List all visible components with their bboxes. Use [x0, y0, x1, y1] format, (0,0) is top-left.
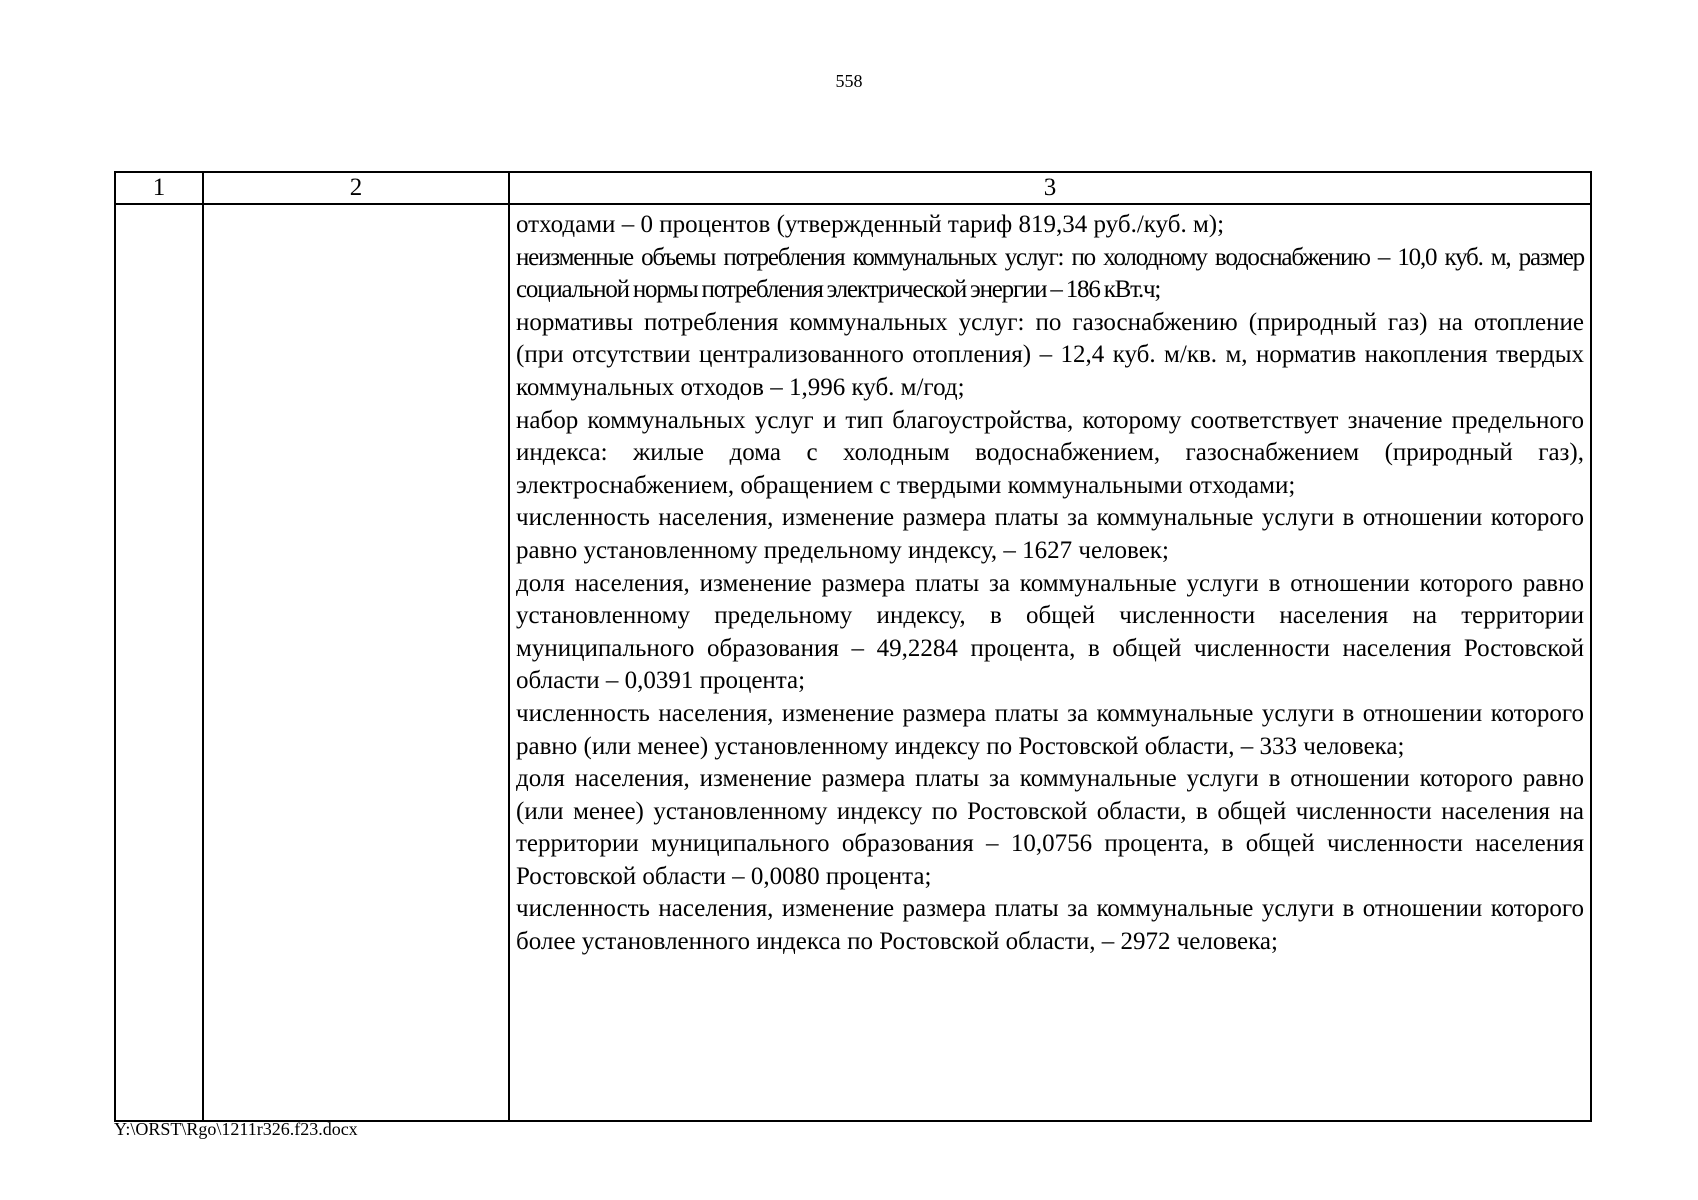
- paragraph-waste-tariff: отходами – 0 процентов (утвержденный тариф 819,34 руб./куб. м);: [516, 211, 1225, 238]
- cell-column-1: [115, 204, 203, 1121]
- paragraph-consumption-volumes: неизменные объемы потребления коммунальных услуг: по холодному водоснабжению – 10,0 куб. м, размер социальной нормы потребления электрической энергии – 186 кВт.ч;: [516, 243, 1584, 304]
- paragraph-population-equal-or-less: численность населения, изменение размера платы за коммунальные услуги в отношении которого равно (или менее) установленному индексу по Ростовской области, – 333 человека;: [516, 699, 1584, 760]
- column-header-1: 1: [115, 172, 203, 204]
- document-table: [114, 171, 1592, 1122]
- cell-column-2: [203, 204, 509, 1121]
- paragraph-population-above-index: численность населения, изменение размера платы за коммунальные услуги в отношении которого более установленного индекса по Ростовской области, – 2972 человека;: [516, 895, 1584, 956]
- table-row: [115, 204, 1591, 1121]
- paragraph-population-equal-limit: численность населения, изменение размера платы за коммунальные услуги в отношении которого равно установленному предельному индексу, – 1627 человек;: [516, 504, 1584, 564]
- column-header-3: 3: [509, 172, 1591, 204]
- paragraph-share-equal-limit: доля населения, изменение размера платы за коммунальные услуги в отношении которого равно установленному предельному индексу, в общей численности населения на территории муниципального образования – 49,2284 процента, в общей численности населения Ростовской области – 0,0391 процента;: [516, 569, 1584, 695]
- page-number: 558: [835, 71, 863, 91]
- table-header-row: [115, 172, 1591, 204]
- column-header-2: 2: [203, 172, 509, 204]
- paragraph-service-set: набор коммунальных услуг и тип благоустройства, которому соответствует значение предельного индекса: жилые дома с холодным водоснабжением, газоснабжением (природный газ), электроснабжением, обращением с твердыми коммунальными отходами;: [516, 406, 1584, 499]
- cell-text-block: [510, 205, 1590, 959]
- paragraph-share-equal-or-less: доля населения, изменение размера платы за коммунальные услуги в отношении которого равно (или менее) установленному индексу по Ростовской области, в общей численности населения на территории муниципального образования – 10,0756 процента, в общей численности населения Ростовской области – 0,0080 процента;: [516, 765, 1584, 890]
- paragraph-consumption-norms: нормативы потребления коммунальных услуг: по газоснабжению (природный газ) на отопление (при отсутствии централизованного отопления) – 12,4 куб. м/кв. м, норматив накопления твердых коммунальных отходов – 1,996 куб. м/год;: [516, 308, 1584, 401]
- cell-column-3: [509, 204, 1591, 1121]
- footer-file-path: Y:\ORST\Rgo\1211r326.f23.docx: [114, 1119, 358, 1139]
